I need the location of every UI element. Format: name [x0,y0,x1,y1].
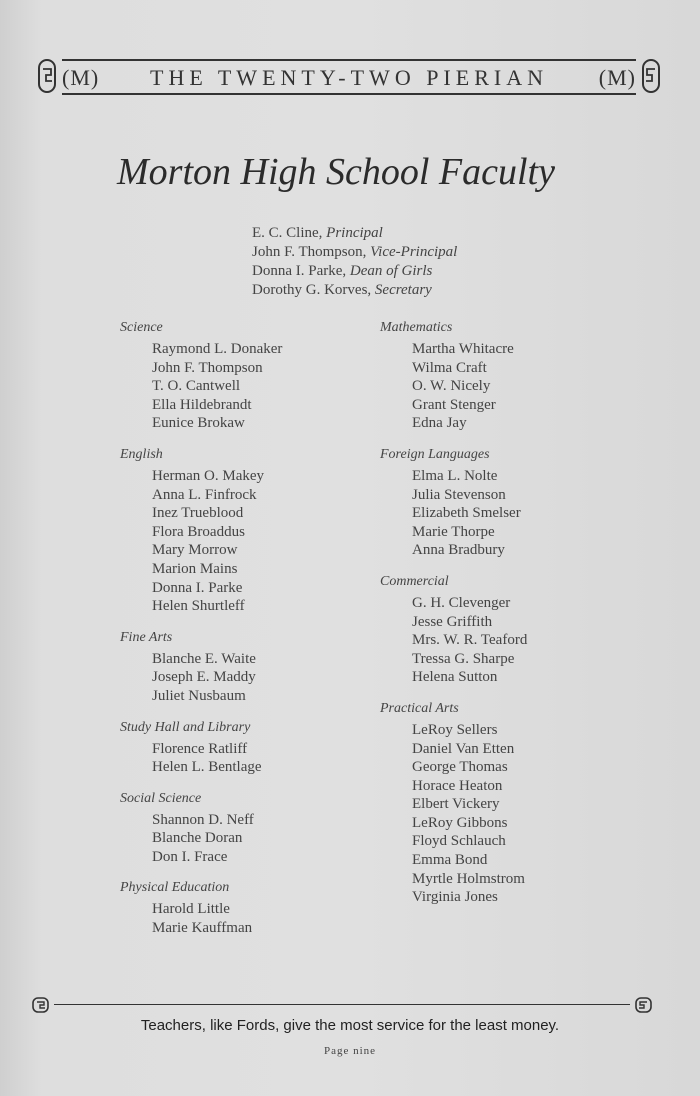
faculty-member: Anna Bradbury [412,542,505,559]
faculty-member: Joseph E. Maddy [152,669,256,686]
ornament-corner-left-icon [38,57,58,95]
faculty-member: Mary Morrow [152,542,238,559]
officer-role: Secretary [374,282,432,298]
faculty-member: Tressa G. Sharpe [412,650,515,667]
department-members [152,650,282,706]
faculty-member: Emma Bond [412,852,488,869]
faculty-member: Blanche Doran [152,830,243,847]
officer-name: Donna I. Parke, [252,263,350,279]
faculty-member: Shannon D. Neff [152,811,254,828]
department-members [412,467,527,560]
faculty-member: Inez Trueblood [152,505,244,522]
faculty-member: Wilma Craft [412,359,487,376]
faculty-member: Helen L. Bentlage [152,759,262,776]
department-members [152,340,282,433]
department-heading: Physical Education [120,880,230,896]
officer-entry [252,243,457,262]
page-title: Morton High School Faculty [117,151,555,193]
footer-line [54,1004,630,1005]
faculty-member: Harold Little [152,901,230,918]
header-rule-bottom [62,93,636,95]
department-heading: English [120,446,163,462]
faculty-member: O. W. Nicely [412,378,491,395]
faculty-member: Martha Whitacre [412,341,514,357]
department-members [412,340,527,433]
footer-rule [32,996,652,1016]
faculty-member: Myrtle Holmstrom [412,870,525,887]
officer-role: Dean of Girls [349,263,433,279]
faculty-member: Ella Hildebrandt [152,396,252,413]
faculty-member: Mrs. W. R. Teaford [412,632,528,649]
faculty-member: Florence Ratliff [152,740,248,757]
faculty-member: G. H. Clevenger [412,594,511,611]
faculty-member: Elizabeth Smelser [412,505,521,522]
footer-ornament-right-icon [634,996,652,1016]
page-header [38,57,660,97]
department-members [152,900,282,937]
department-members [152,740,282,777]
footer-ornament-left-icon [32,996,50,1016]
faculty-column-right [380,320,527,921]
department-heading: Practical Arts [380,700,459,716]
faculty-member: Marie Kauffman [152,920,253,937]
faculty-member: Floyd Schlauch [412,833,506,850]
faculty-column-left [120,320,282,952]
officers-list [252,224,457,300]
page-number: Page nine [323,1045,377,1057]
officer-entry [252,281,457,300]
faculty-member: Don I. Frace [152,848,228,865]
faculty-member: Virginia Jones [412,889,498,906]
officer-name: John F. Thompson, [252,244,371,260]
faculty-member: Donna I. Parke [152,579,243,596]
faculty-member: Marion Mains [152,560,238,577]
faculty-member: Daniel Van Etten [412,740,515,757]
department-heading: Science [120,320,163,335]
officer-entry [252,262,457,281]
faculty-member: Anna L. Finfrock [152,486,257,503]
faculty-member: Helen Shurtleff [152,598,245,615]
faculty-member: Blanche E. Waite [152,650,256,667]
header-rule-top [62,59,636,61]
faculty-member: Flora Broaddus [152,523,245,540]
faculty-member: Jesse Griffith [412,613,493,630]
footer-quote: Teachers, like Fords, give the most service for the least money. [140,1017,560,1034]
department-members [412,594,527,687]
header-row [62,63,636,93]
faculty-member: Helena Sutton [412,669,498,686]
faculty-member: Horace Heaton [412,777,503,794]
faculty-member: T. O. Cantwell [152,378,241,395]
officer-entry [252,224,457,243]
faculty-member: Edna Jay [412,415,467,432]
officer-role: Principal [326,225,383,241]
faculty-member: Elma L. Nolte [412,467,498,484]
department-heading: Social Science [120,790,202,806]
faculty-member: Elbert Vickery [412,796,500,813]
faculty-member: Grant Stenger [412,396,496,413]
faculty-member: Marie Thorpe [412,523,495,540]
faculty-member: Herman O. Makey [152,467,265,484]
ornament-corner-right-icon [640,57,660,95]
faculty-member: LeRoy Sellers [412,721,498,738]
faculty-member: John F. Thompson [152,359,263,376]
faculty-member: Raymond L. Donaker [152,341,283,357]
department-heading: Mathematics [380,320,453,335]
department-heading: Study Hall and Library [120,719,251,735]
department-members [152,467,282,616]
officer-role: Vice-Principal [370,244,458,260]
department-heading: Fine Arts [120,629,173,645]
department-heading: Foreign Languages [380,446,490,462]
department-members [412,721,527,907]
faculty-member: Eunice Brokaw [152,415,245,432]
officer-name: E. C. Cline, [252,225,327,241]
officer-name: Dorothy G. Korves, [252,282,375,298]
department-heading: Commercial [380,573,449,589]
department-members [152,811,282,867]
faculty-member: George Thomas [412,759,508,776]
faculty-member: Juliet Nusbaum [152,687,246,704]
faculty-member: Julia Stevenson [412,486,506,503]
header-title: THE TWENTY-TWO PIERIAN [150,65,548,90]
faculty-member: LeRoy Gibbons [412,814,508,831]
header-right-mark: (M) [598,65,636,90]
header-left-mark: (M) [62,65,100,90]
